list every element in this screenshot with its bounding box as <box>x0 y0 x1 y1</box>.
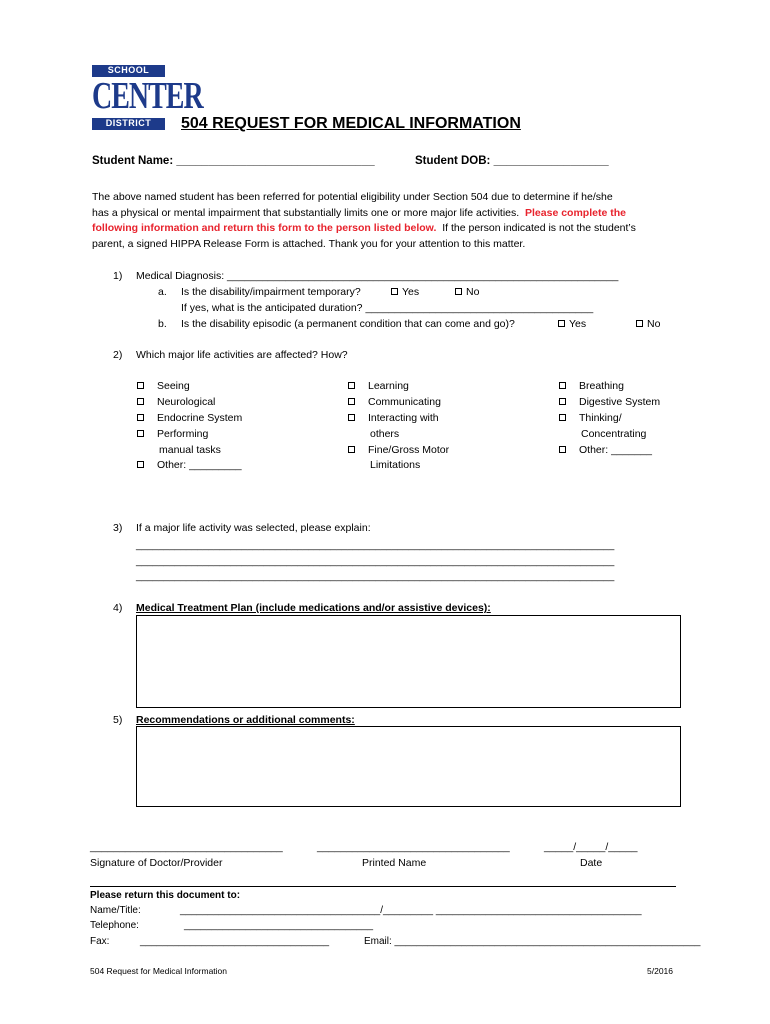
thinking-checkbox[interactable] <box>559 414 566 421</box>
intro-line-3-text: If the person indicated is not the student’s <box>442 222 636 234</box>
option-thinking[interactable] <box>559 412 622 424</box>
option-learning[interactable] <box>348 380 409 392</box>
signature-line[interactable]: _________________________________ <box>90 841 283 853</box>
seeing-label: Seeing <box>157 380 190 392</box>
logo-top-text: SCHOOL <box>92 65 165 77</box>
q2-label: Which major life activities are affected? How? <box>136 349 348 361</box>
interacting-checkbox[interactable] <box>348 414 355 421</box>
treatment-plan-textbox[interactable] <box>136 615 681 708</box>
intro-line-1: The above named student has been referred for potential eligibility under Section 504 due to determine if he/she <box>92 191 613 203</box>
q3-number: 3) <box>113 522 123 534</box>
logo-bottom-text: DISTRICT <box>92 118 165 130</box>
communicating-checkbox[interactable] <box>348 398 355 405</box>
option-endocrine[interactable] <box>137 412 242 424</box>
performing-label: Performing <box>157 428 209 440</box>
q1a-letter: a. <box>158 286 167 298</box>
thinking-label: Thinking/ <box>579 412 622 424</box>
q1b-yes-option[interactable] <box>558 318 586 330</box>
seeing-checkbox[interactable] <box>137 382 144 389</box>
q1a-text: Is the disability/impairment temporary? <box>181 286 361 298</box>
neurological-checkbox[interactable] <box>137 398 144 405</box>
option-neurological[interactable] <box>137 396 215 408</box>
printed-name-line[interactable]: _________________________________ <box>317 841 510 853</box>
q1a-yes-checkbox[interactable] <box>391 288 398 295</box>
q1b-no-option[interactable] <box>636 318 660 330</box>
digestive-checkbox[interactable] <box>559 398 566 405</box>
option-motor[interactable] <box>348 444 449 456</box>
q1b-yes-label: Yes <box>569 318 587 330</box>
student-dob-field[interactable]: Student DOB: __________________ <box>415 155 609 167</box>
date-label: Date <box>580 857 603 869</box>
q4-label: Medical Treatment Plan (include medications and/or assistive devices): <box>136 602 491 614</box>
endocrine-label: Endocrine System <box>157 412 243 424</box>
fax-label: Fax: <box>90 936 110 947</box>
q1-label[interactable]: Medical Diagnosis: ___________________________________________________________________ <box>136 270 619 282</box>
q1b-no-label: No <box>647 318 661 330</box>
breathing-label: Breathing <box>579 380 624 392</box>
q1-number: 1) <box>113 270 123 282</box>
footer-title: 504 Request for Medical Information <box>90 966 228 976</box>
learning-label: Learning <box>368 380 409 392</box>
neurological-label: Neurological <box>157 396 216 408</box>
fax-field[interactable]: __________________________________ <box>140 936 330 947</box>
q1a-no-label: No <box>466 286 480 298</box>
motor-checkbox[interactable] <box>348 446 355 453</box>
intro-line-4: parent, a signed HIPPA Release Form is attached. Thank you for your attention to this matter. <box>92 238 526 250</box>
option-interacting[interactable] <box>348 412 439 424</box>
thinking-label-cont: Concentrating <box>581 428 647 440</box>
telephone-label: Telephone: <box>90 920 139 931</box>
q1a-yes-label: Yes <box>402 286 420 298</box>
intro-line-3 <box>92 222 636 234</box>
return-heading: Please return this document to: <box>90 890 241 901</box>
school-logo <box>92 65 203 130</box>
comments-textbox[interactable] <box>136 726 681 807</box>
interacting-label: Interacting with <box>368 412 439 424</box>
q1a-yes-option[interactable] <box>391 286 419 298</box>
intro-highlight-2: following information and return this form to the person listed below. <box>92 222 437 234</box>
q3-line-1[interactable]: ______________________________________________________________________________________ <box>136 540 615 551</box>
footer-date: 5/2016 <box>647 966 673 976</box>
date-line[interactable]: _____/_____/_____ <box>544 841 638 853</box>
student-name-field[interactable]: Student Name: _______________________________ <box>92 155 375 167</box>
performing-label-cont: manual tasks <box>159 444 221 456</box>
intro-line-2-text: has a physical or mental impairment that substantially limits one or more major life activities. <box>92 207 520 219</box>
intro-highlight-1: Please complete the <box>525 207 626 219</box>
option-breathing[interactable] <box>559 380 624 392</box>
printed-name-label: Printed Name <box>362 857 427 869</box>
breathing-checkbox[interactable] <box>559 382 566 389</box>
name-title-field[interactable]: ____________________________________/_________ _____________________________________ <box>180 905 642 916</box>
intro-line-2 <box>92 207 626 219</box>
option-communicating[interactable] <box>348 396 441 408</box>
digestive-label: Digestive System <box>579 396 661 408</box>
q4-number: 4) <box>113 602 123 614</box>
q2-number: 2) <box>113 349 123 361</box>
option-other-3[interactable] <box>559 444 652 456</box>
learning-checkbox[interactable] <box>348 382 355 389</box>
other-1-label: Other: _________ <box>157 459 242 471</box>
other-3-checkbox[interactable] <box>559 446 566 453</box>
endocrine-checkbox[interactable] <box>137 414 144 421</box>
telephone-field[interactable]: __________________________________ <box>184 920 374 931</box>
q1b-letter: b. <box>158 318 167 330</box>
motor-label-cont: Limitations <box>370 459 421 471</box>
q3-line-3[interactable]: ______________________________________________________________________________________ <box>136 571 615 582</box>
page-title: 504 REQUEST FOR MEDICAL INFORMATION <box>181 115 521 132</box>
logo-middle-text: CENTER <box>92 75 203 118</box>
separator-line <box>90 886 676 887</box>
q3-label: If a major life activity was selected, please explain: <box>136 522 371 534</box>
q5-label: Recommendations or additional comments: <box>136 714 355 726</box>
q3-line-2[interactable]: ______________________________________________________________________________________ <box>136 556 615 567</box>
performing-checkbox[interactable] <box>137 430 144 437</box>
communicating-label: Communicating <box>368 396 441 408</box>
q1b-no-checkbox[interactable] <box>636 320 643 327</box>
option-other-1[interactable] <box>137 459 242 471</box>
q1a-no-checkbox[interactable] <box>455 288 462 295</box>
q1b-text: Is the disability episodic (a permanent condition that can come and go)? <box>181 318 515 330</box>
other-1-checkbox[interactable] <box>137 461 144 468</box>
q5-number: 5) <box>113 714 123 726</box>
q1b-yes-checkbox[interactable] <box>558 320 565 327</box>
email-field[interactable]: Email: _______________________________________________________ <box>364 936 701 947</box>
option-seeing[interactable] <box>137 380 190 392</box>
interacting-label-cont: others <box>370 428 400 440</box>
q1a-no-option[interactable] <box>455 286 479 298</box>
motor-label: Fine/Gross Motor <box>368 444 450 456</box>
signature-label: Signature of Doctor/Provider <box>90 857 223 869</box>
option-performing[interactable] <box>137 428 208 440</box>
q1a-followup[interactable]: If yes, what is the anticipated duration? _______________________________________ <box>181 302 594 314</box>
other-3-label: Other: _______ <box>579 444 652 456</box>
name-title-label: Name/Title: <box>90 905 141 916</box>
option-digestive[interactable] <box>559 396 660 408</box>
